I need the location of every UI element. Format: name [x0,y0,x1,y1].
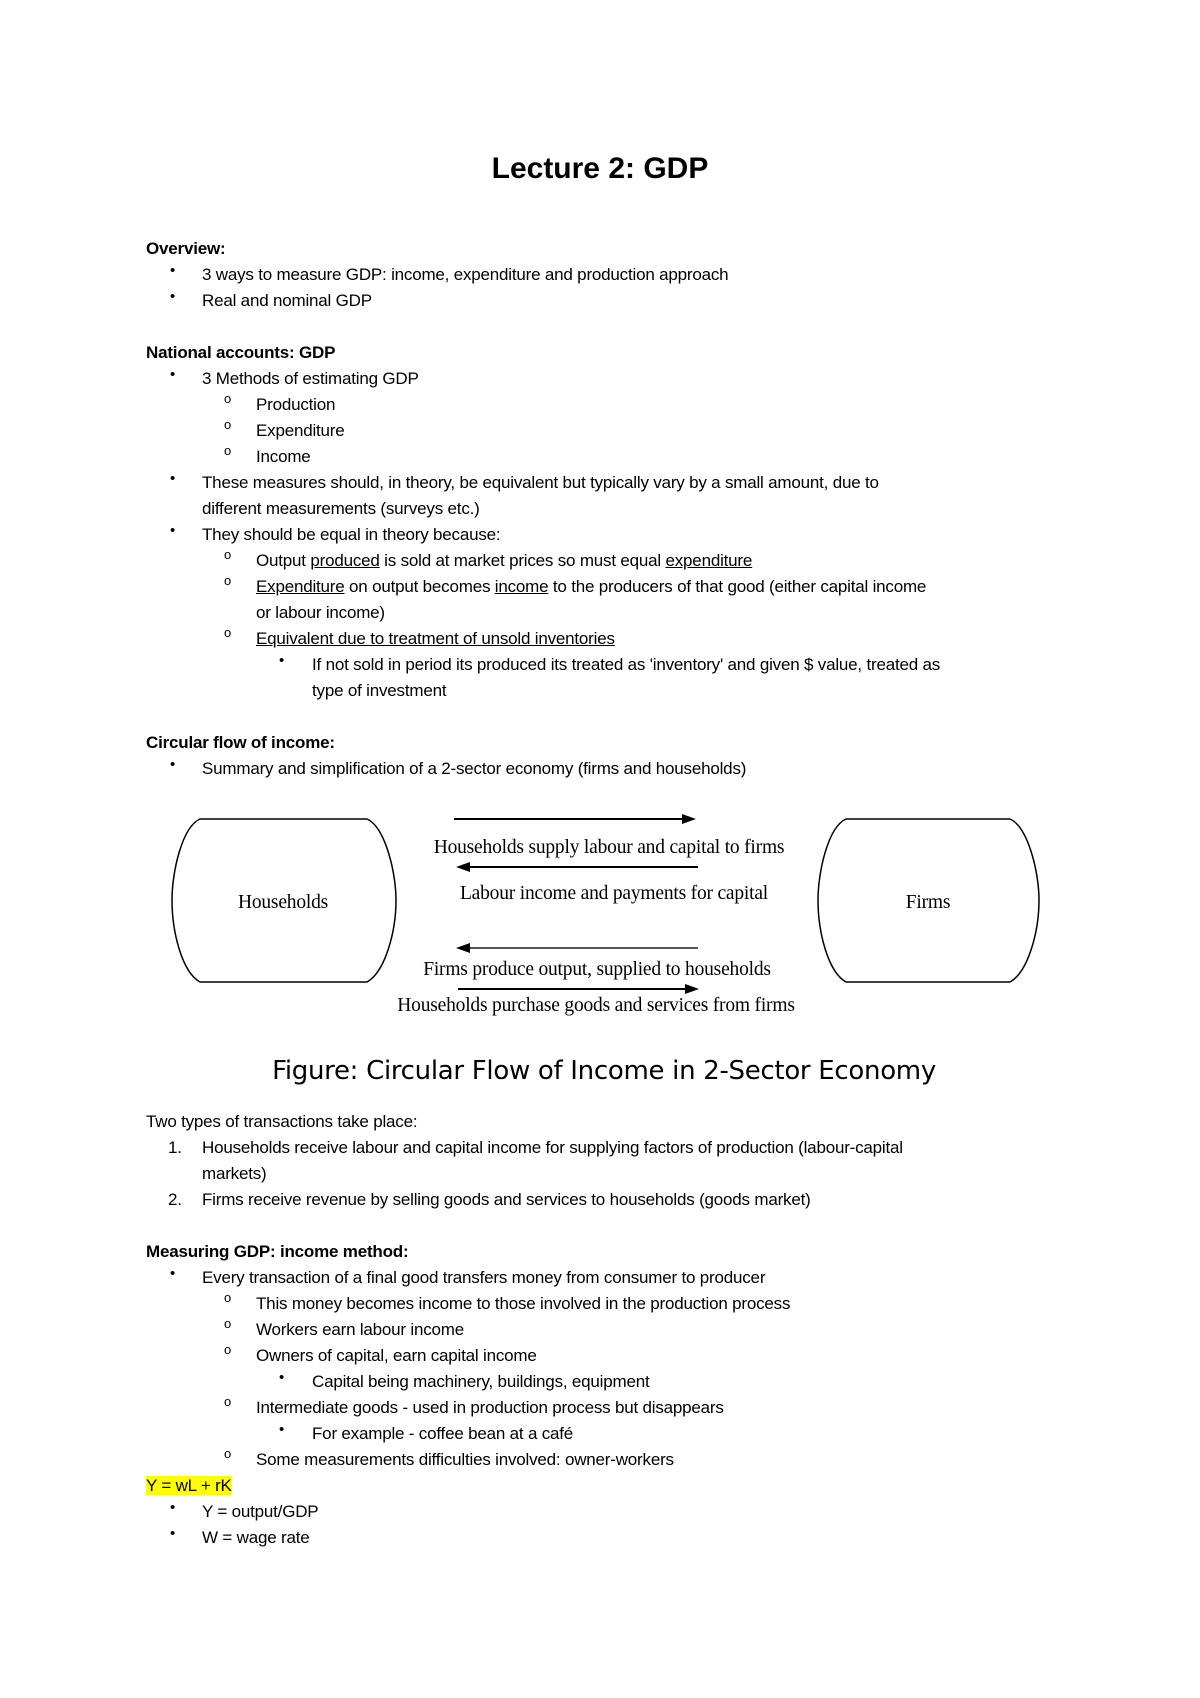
flow-label-labour-income: Labour income and payments for capital [459,883,769,904]
text: Capital being machinery, buildings, equipment [312,1372,650,1391]
text: For example - coffee bean at a café [312,1424,574,1443]
list-item [146,1447,1076,1473]
list-item [146,418,1076,444]
text: If not sold in period its produced its treated as 'inventory' and given $ value, treated as [312,655,941,674]
text: Households receive labour and capital income for supplying factors of production (labour-capital [202,1138,903,1157]
circle-bullet-icon: o [224,573,232,588]
figure-caption: Figure: Circular Flow of Income in 2-Sector Economy [272,1056,936,1086]
circle-bullet-icon: o [224,625,232,640]
section-heading-circular-flow: Circular flow of income: [146,733,335,752]
text: on output becomes [344,577,495,596]
text: 3 Methods of estimating GDP [202,369,419,388]
flow-label-labour-supply: Households supply labour and capital to firms [433,837,785,858]
bullet-icon: • [279,652,285,669]
list-item-continuation [146,600,1076,626]
underlined-text: income [494,577,549,596]
arrow-left-icon [456,943,698,953]
list-item [146,444,1076,470]
text: W = wage rate [202,1528,310,1547]
underlined-text: Expenditure [256,577,345,596]
list-item [146,756,1076,782]
bullet-icon: • [170,366,176,383]
list-number: 2. [168,1190,182,1209]
bullet-icon: • [279,1421,285,1438]
text: Some measurements difficulties involved: owner-workers [256,1450,674,1469]
list-item [146,392,1076,418]
list-item [146,1499,1076,1525]
circle-bullet-icon: o [224,547,232,562]
list-item [146,366,1076,392]
list-item [146,1525,1076,1551]
text: is sold at market prices so must equal [379,551,666,570]
text: Every transaction of a final good transfers money from consumer to producer [202,1268,766,1287]
bullet-icon: • [170,470,176,487]
firms-label: Firms [905,892,951,913]
list-item [146,1291,1076,1317]
list-item [146,1265,1076,1291]
list-item [146,1421,1076,1447]
text: Income [256,447,311,466]
text: Output [256,551,311,570]
arrow-right-icon [458,984,699,994]
section-heading-overview: Overview: [146,239,226,258]
list-item [146,1317,1076,1343]
circle-bullet-icon: o [224,1316,232,1331]
section-heading-income-method: Measuring GDP: income method: [146,1242,409,1261]
list-item-continuation [146,496,1076,522]
text: to the producers of that good (either capital income [548,577,927,596]
list-item [146,262,1076,288]
underlined-text: expenditure [665,551,753,570]
list-item [146,1369,1076,1395]
circle-bullet-icon: o [224,1394,232,1409]
list-item [146,1395,1076,1421]
text: This money becomes income to those involved in the production process [256,1294,791,1313]
circle-bullet-icon: o [224,1290,232,1305]
bullet-icon: • [170,1499,176,1516]
list-item [146,574,1076,600]
list-item [146,470,1076,496]
text: They should be equal in theory because: [202,525,501,544]
bullet-icon: • [170,1265,176,1282]
text: Workers earn labour income [256,1320,465,1339]
list-item [146,548,1076,574]
list-number: 1. [168,1138,182,1157]
text: or labour income) [256,603,385,622]
arrow-left-icon [456,862,698,872]
circle-bullet-icon: o [224,1446,232,1461]
list-item [146,1187,1076,1213]
circle-bullet-icon: o [224,417,232,432]
text: type of investment [312,681,447,700]
bullet-icon: • [170,288,176,305]
bullet-icon: • [279,1369,285,1386]
text: Intermediate goods - used in production process but disappears [256,1398,724,1417]
text: different measurements (surveys etc.) [202,499,480,518]
list-item [146,522,1076,548]
list-item [146,626,1076,652]
circular-flow-diagram [0,782,1200,1109]
text: Firms receive revenue by selling goods and services to households (goods market) [202,1190,811,1209]
text: Summary and simplification of a 2-sector economy (firms and households) [202,759,747,778]
circle-bullet-icon: o [224,443,232,458]
text: Expenditure [256,421,345,440]
section-heading-transactions: Two types of transactions take place: [146,1112,418,1131]
flow-label-purchases: Households purchase goods and services from firms [397,995,795,1016]
bullet-icon: • [170,522,176,539]
text: Real and nominal GDP [202,291,372,310]
list-item [146,1343,1076,1369]
text: markets) [202,1164,267,1183]
highlighted-equation: Y = wL + rK [146,1476,232,1495]
households-label: Households [237,892,329,913]
bullet-icon: • [170,756,176,773]
arrow-right-icon [454,814,696,824]
bullet-icon: • [170,1525,176,1542]
underlined-text: Equivalent due to treatment of unsold inventories [256,629,615,648]
flow-label-output: Firms produce output, supplied to households [423,959,771,980]
text: 3 ways to measure GDP: income, expenditure and production approach [202,265,729,284]
list-item-continuation [146,1161,1076,1187]
text: Owners of capital, earn capital income [256,1346,537,1365]
page-title: Lecture 2: GDP [491,152,709,185]
bullet-icon: • [170,262,176,279]
text: Y = output/GDP [202,1502,319,1521]
text: These measures should, in theory, be equivalent but typically vary by a small amount, due to [202,473,879,492]
list-item [146,288,1076,314]
list-item [146,1135,1076,1161]
list-item-continuation [146,678,1076,704]
circle-bullet-icon: o [224,391,232,406]
text: Production [256,395,336,414]
underlined-text: produced [310,551,380,570]
section-heading-national-accounts: National accounts: GDP [146,343,336,362]
list-item [146,652,1076,678]
circle-bullet-icon: o [224,1342,232,1357]
